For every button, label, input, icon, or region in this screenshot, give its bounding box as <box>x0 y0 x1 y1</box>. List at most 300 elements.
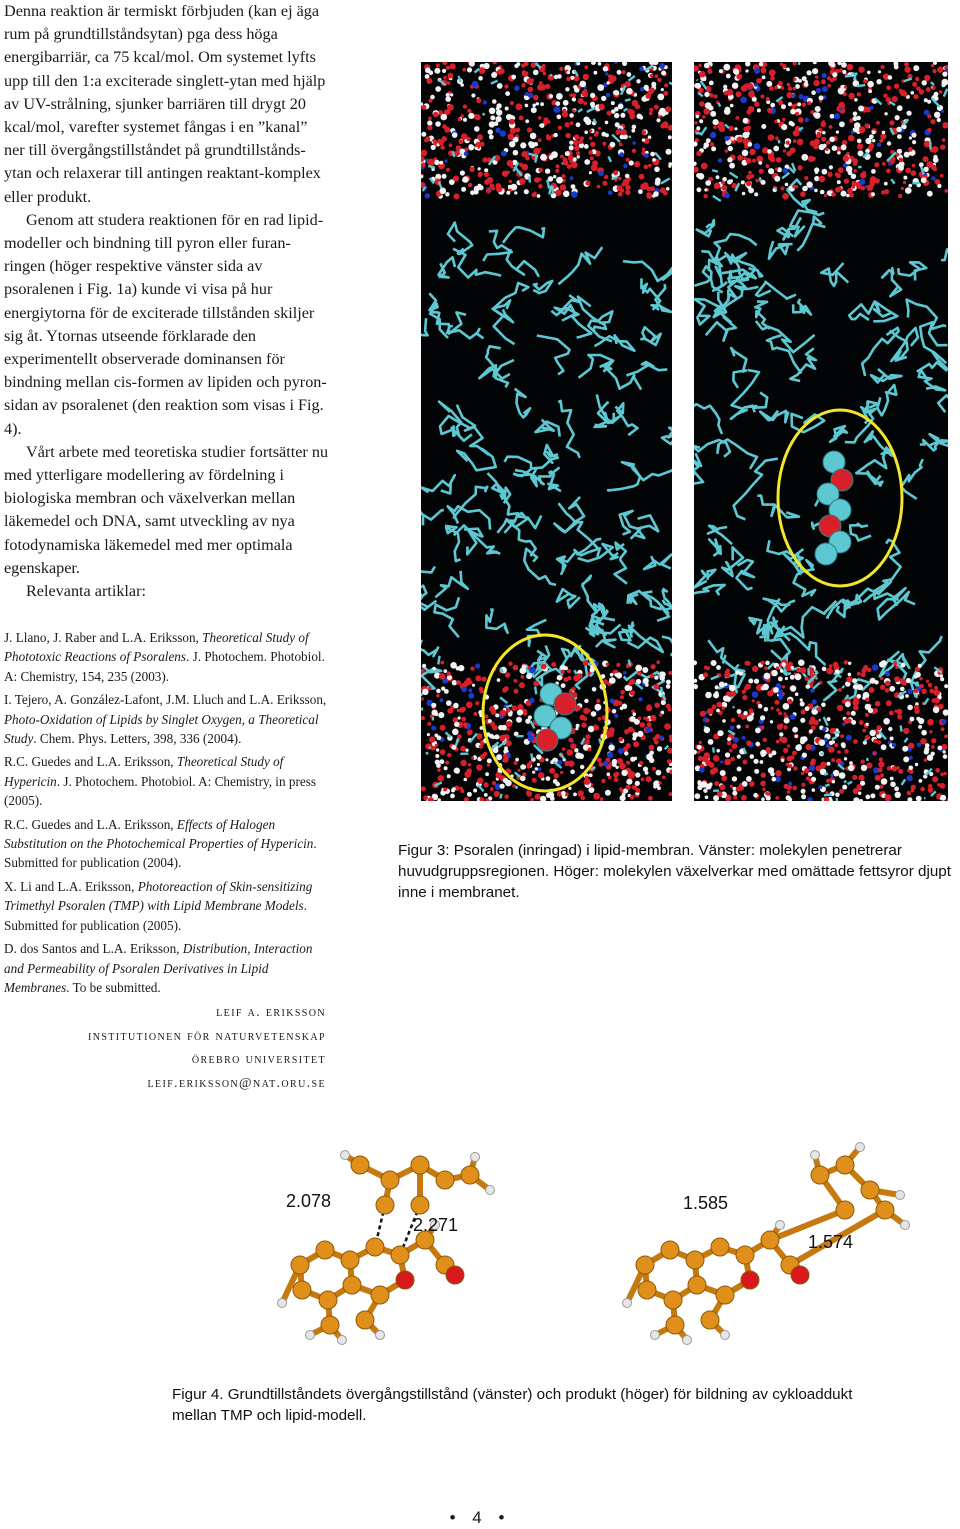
atom <box>642 667 648 673</box>
atom <box>802 102 807 107</box>
atom <box>901 187 904 190</box>
atom <box>702 115 705 118</box>
distance-label-right-a: 1.585 <box>683 1193 729 1213</box>
atom <box>873 708 878 713</box>
atom <box>497 83 503 89</box>
atom <box>625 185 631 191</box>
atom <box>578 98 584 104</box>
atom <box>656 660 660 664</box>
atom <box>521 83 525 87</box>
atom <box>712 767 718 773</box>
atom <box>791 666 794 669</box>
atom <box>659 781 662 784</box>
atom <box>809 765 815 771</box>
atom <box>743 760 748 765</box>
atom <box>546 776 551 781</box>
atom <box>588 150 593 155</box>
atom <box>553 779 558 784</box>
atom <box>514 679 518 683</box>
lipid-chain <box>890 331 908 361</box>
atom <box>859 720 864 725</box>
atom <box>943 709 948 715</box>
molecule-atom <box>321 1316 339 1334</box>
atom <box>500 710 507 717</box>
atom <box>468 763 471 766</box>
atom <box>569 93 572 96</box>
atom <box>596 699 600 703</box>
atom <box>669 792 672 796</box>
atom <box>847 64 854 71</box>
atom <box>909 136 912 139</box>
atom <box>787 699 792 704</box>
atom <box>490 183 495 188</box>
atom <box>597 758 602 763</box>
atom <box>860 172 866 178</box>
atom <box>629 771 635 777</box>
atom <box>830 114 835 119</box>
lipid-bond <box>725 124 729 128</box>
atom <box>657 78 662 83</box>
atom <box>472 684 475 687</box>
atom <box>776 740 780 744</box>
atom <box>752 666 758 672</box>
atom <box>880 133 886 139</box>
atom <box>508 185 512 189</box>
atom <box>814 189 818 193</box>
atom <box>882 162 886 166</box>
atom <box>484 172 489 177</box>
atom <box>741 795 747 801</box>
atom <box>704 63 710 69</box>
molecule-atom <box>278 1299 287 1308</box>
atom <box>908 748 912 752</box>
atom <box>880 677 883 680</box>
atom <box>707 708 713 714</box>
atom <box>904 152 910 158</box>
atom <box>532 193 537 198</box>
atom <box>811 777 816 782</box>
atom <box>615 130 621 136</box>
atom <box>516 717 522 723</box>
atom <box>663 191 668 196</box>
atom <box>629 160 634 165</box>
atom <box>513 150 519 156</box>
atom <box>719 69 723 73</box>
atom <box>479 745 483 749</box>
lipid-chain <box>457 405 489 455</box>
atom <box>727 157 732 162</box>
atom <box>888 75 893 80</box>
atom <box>586 735 590 739</box>
atom <box>767 108 772 113</box>
atom <box>668 135 672 139</box>
atom <box>581 796 586 801</box>
atom <box>773 687 779 693</box>
atom <box>588 726 595 733</box>
atom <box>557 115 562 120</box>
atom <box>715 685 719 689</box>
lipid-bond <box>661 178 670 183</box>
atom <box>446 168 450 172</box>
atom <box>716 709 720 713</box>
atom <box>805 706 810 711</box>
atom <box>489 706 495 712</box>
atom <box>638 697 642 701</box>
atom <box>802 753 807 758</box>
atom <box>447 73 453 79</box>
atom <box>895 666 898 669</box>
atom <box>427 120 432 125</box>
molecule-atom <box>341 1151 350 1160</box>
reference-part: Distribution, Interaction and Permeability of Psoralen Derivatives in Lipid Membranes <box>4 941 313 995</box>
figure-3-caption: Figur 3: Psoralen (inringad) i lipid-membran. Vänster: molekylen penetrerar huvudgruppsregionen. Höger: molekylen växelverkar med omättade fettsyror djupt inne i membranet. <box>398 842 951 901</box>
atom <box>817 132 821 136</box>
atom <box>538 116 542 120</box>
atom <box>737 725 741 729</box>
atom <box>463 104 467 108</box>
atom <box>933 689 939 695</box>
atom <box>939 674 943 678</box>
atom <box>781 124 787 130</box>
atom <box>725 752 730 757</box>
lipid-chain <box>797 217 824 251</box>
atom <box>543 72 547 76</box>
atom <box>854 98 858 102</box>
atom <box>923 156 929 162</box>
atom <box>809 729 813 733</box>
atom <box>845 701 851 707</box>
atom <box>655 74 659 78</box>
atom <box>519 178 525 184</box>
atom <box>580 81 587 88</box>
atom <box>714 95 718 99</box>
atom <box>537 763 540 766</box>
atom <box>835 172 839 176</box>
atom <box>577 673 583 679</box>
atom <box>872 130 876 134</box>
atom <box>846 676 852 682</box>
atom <box>694 684 698 689</box>
atom <box>589 773 593 777</box>
atom <box>821 122 827 128</box>
atom <box>848 662 851 665</box>
atom <box>909 184 913 188</box>
atom <box>437 798 441 801</box>
lipid-chain <box>917 352 947 372</box>
atom <box>732 791 737 796</box>
atom <box>737 137 743 143</box>
lipid-chain <box>439 257 456 277</box>
reference-part: . J. Photochem. Photobiol. A: Chemistry, in press (2005). <box>4 773 316 809</box>
atom <box>924 110 930 116</box>
atom <box>754 679 759 684</box>
atom <box>857 694 862 699</box>
atom <box>705 692 712 699</box>
reference-part: . To be submitted. <box>66 979 161 995</box>
atom <box>827 172 832 177</box>
atom <box>576 151 580 155</box>
atom <box>861 186 866 191</box>
atom <box>562 109 566 113</box>
atom <box>697 745 702 750</box>
atom <box>506 740 512 746</box>
atom <box>442 124 447 129</box>
atom <box>729 163 735 169</box>
atom <box>837 750 841 754</box>
atom <box>851 711 856 716</box>
atom <box>937 746 942 751</box>
lipid-chain <box>608 462 640 490</box>
atom <box>743 711 747 715</box>
atom <box>712 706 716 710</box>
atom <box>494 791 500 797</box>
atom <box>927 191 933 197</box>
atom <box>793 62 797 66</box>
atom <box>857 143 863 149</box>
atom <box>752 159 756 163</box>
atom <box>697 187 702 192</box>
atom <box>531 107 537 113</box>
atom <box>565 122 570 127</box>
atom <box>539 81 543 85</box>
lipid-chain <box>434 597 459 637</box>
atom <box>787 83 791 87</box>
atom <box>468 688 472 692</box>
lipid-chain <box>557 551 576 574</box>
atom <box>748 171 752 175</box>
atom <box>458 118 462 122</box>
atom <box>643 678 649 684</box>
atom <box>653 784 657 788</box>
atom <box>747 83 753 89</box>
atom <box>742 192 746 196</box>
atom <box>807 70 812 75</box>
atom <box>846 735 852 741</box>
atom <box>805 80 808 83</box>
lipid-bond <box>697 80 698 81</box>
atom <box>506 191 510 195</box>
atom <box>931 752 935 756</box>
lipid-chain <box>694 440 730 457</box>
atom <box>651 664 656 669</box>
atom <box>714 183 721 190</box>
atom <box>427 159 434 166</box>
atom <box>620 690 625 695</box>
atom <box>815 75 818 78</box>
atom <box>927 128 931 132</box>
lipid-bond <box>730 173 738 178</box>
atom <box>638 717 642 721</box>
paragraph-2: Genom att studera reaktionen för en rad lipid-modeller och bindning till pyron eller furan-ringen (höger respektive vänster sida av psoralenen i Fig. 1a) kunde vi visa på hur energiytorna för de exciterade tillstånden skiljer sig åt. Ytornas utseende förklarade den experimentellt observerade dominansen för bindning mellan cis-formen av lipiden och pyron-sidan av psoralenet (den reaktion som visas i Fig. 4). <box>4 210 327 438</box>
atom <box>905 168 911 174</box>
atom <box>940 174 944 178</box>
atom <box>713 755 720 762</box>
molecule-atom <box>293 1281 311 1299</box>
atom <box>565 133 570 138</box>
atom <box>848 673 852 677</box>
atom <box>770 103 775 108</box>
atom <box>940 145 945 150</box>
lipid-bond <box>456 738 459 746</box>
molecule-atom <box>686 1251 704 1269</box>
atom <box>877 143 881 147</box>
lipid-bond <box>429 747 431 748</box>
atom <box>564 666 568 670</box>
atom <box>557 675 563 681</box>
atom <box>734 127 737 130</box>
atom <box>699 767 705 773</box>
atom <box>589 171 592 174</box>
atom <box>787 744 790 747</box>
molecule-atom <box>486 1186 495 1195</box>
lipid-chain <box>821 263 848 286</box>
atom <box>503 778 508 783</box>
lipid-bond <box>578 109 582 112</box>
atom <box>897 714 902 719</box>
atom <box>858 67 864 73</box>
atom <box>737 155 743 161</box>
atom <box>522 164 529 171</box>
atom <box>631 129 635 133</box>
lipid-chain <box>595 403 609 427</box>
highlight-ring <box>778 410 902 586</box>
atom <box>644 85 649 90</box>
atom <box>504 746 508 750</box>
atom <box>844 757 847 760</box>
atom <box>928 683 932 687</box>
atom <box>614 113 619 118</box>
atom <box>576 122 581 127</box>
atom <box>805 118 809 122</box>
lipid-bond <box>891 179 894 184</box>
atom <box>766 796 771 801</box>
atom <box>623 671 627 675</box>
lipid-bond <box>728 731 735 735</box>
atom <box>705 760 711 766</box>
atom <box>912 82 917 87</box>
atom <box>716 749 720 753</box>
atom <box>554 106 561 113</box>
atom <box>522 665 527 670</box>
atom <box>513 665 519 671</box>
author-name: leif a. eriksson <box>216 1004 326 1019</box>
reference-part: . J. Photochem. Photobiol. A: Chemistry, 154, 235 (2003). <box>4 649 325 684</box>
atom <box>442 687 445 690</box>
atom <box>865 123 870 128</box>
atom <box>573 140 579 146</box>
atom <box>697 751 700 754</box>
atom <box>636 79 640 83</box>
atom <box>731 718 736 723</box>
atom <box>897 105 903 111</box>
main-text-column <box>4 0 332 603</box>
atom <box>468 113 474 119</box>
atom <box>876 79 881 84</box>
molecule-atom <box>776 1221 785 1230</box>
atom <box>865 713 869 717</box>
atom <box>709 81 714 86</box>
atom <box>445 192 449 196</box>
lipid-chain <box>486 346 508 387</box>
atom <box>861 672 866 677</box>
atom <box>535 767 538 770</box>
atom <box>621 129 627 135</box>
atom <box>449 143 453 147</box>
atom <box>425 193 430 198</box>
molecule-atom <box>876 1201 894 1219</box>
atom <box>492 62 497 64</box>
atom <box>747 126 751 130</box>
atom <box>908 689 913 694</box>
atom <box>892 743 896 747</box>
atom <box>477 184 481 188</box>
lipid-bond <box>813 683 819 689</box>
atom <box>540 102 544 106</box>
atom <box>853 739 858 744</box>
atom <box>882 131 886 135</box>
atom <box>849 761 853 765</box>
atom <box>601 96 606 101</box>
atom <box>807 797 812 801</box>
atom <box>629 679 635 685</box>
atom <box>520 142 526 148</box>
atom <box>428 687 431 690</box>
atom <box>521 151 527 157</box>
reference-part: Theoretical Study of Phototoxic Reactions of Psoralens <box>4 630 309 665</box>
atom <box>603 66 608 71</box>
atom <box>724 759 731 766</box>
atom <box>839 121 845 127</box>
atom <box>775 796 779 800</box>
lipid-chain <box>640 327 660 345</box>
atom <box>710 132 716 138</box>
figure-4-molecules <box>250 1135 960 1345</box>
atom <box>915 763 918 766</box>
atom <box>754 143 760 149</box>
atom <box>439 673 446 680</box>
atom <box>860 127 864 131</box>
atom <box>630 690 636 696</box>
atom <box>941 744 947 750</box>
atom <box>915 77 919 81</box>
molecule-atom <box>371 1286 389 1304</box>
atom <box>762 788 765 791</box>
atom <box>745 661 749 665</box>
atom <box>782 685 785 688</box>
atom <box>863 665 868 670</box>
atom <box>496 754 502 760</box>
atom <box>872 139 875 142</box>
molecule-atom <box>711 1238 729 1256</box>
atom <box>432 139 436 143</box>
atom <box>555 190 561 196</box>
atom <box>725 149 728 152</box>
atom <box>658 111 663 116</box>
atom <box>848 765 854 771</box>
atom <box>781 104 786 109</box>
atom <box>603 761 609 767</box>
atom <box>525 119 529 123</box>
atom <box>885 794 892 801</box>
atom <box>918 725 922 729</box>
atom <box>427 125 432 130</box>
atom <box>705 796 709 800</box>
atom <box>942 72 947 77</box>
lipid-chain <box>493 309 515 344</box>
atom <box>839 107 842 110</box>
atom <box>487 764 490 767</box>
atom <box>798 79 802 83</box>
